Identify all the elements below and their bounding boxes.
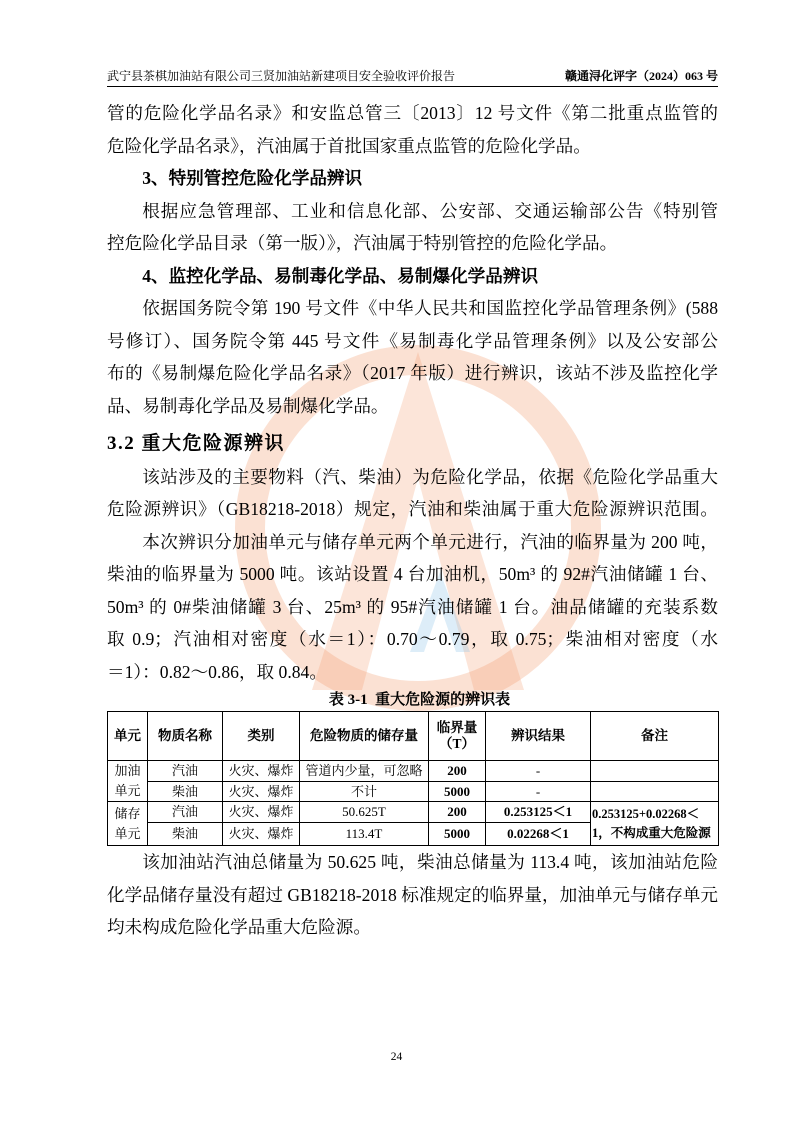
header-rule [107, 86, 718, 87]
threshold-cell: 5000 [429, 782, 486, 802]
storage-cell: 管道内少量，可忽略 [300, 761, 429, 782]
conclusion-text [107, 846, 718, 944]
storage-cell: 50.625T [300, 802, 429, 823]
col-header-threshold-label: 临界量 [436, 720, 478, 735]
result-cell: - [486, 761, 591, 782]
unit-label: 储存单元 [114, 805, 141, 841]
table-row [108, 802, 719, 823]
category-cell: 火灾、爆炸 [223, 802, 300, 823]
col-header-result: 辨识结果 [486, 712, 591, 761]
text-line: 取 0.9；汽油相对密度（水＝1）：0.70～0.79，取 0.75；柴油相对密度（水 [107, 629, 718, 649]
page-header [107, 67, 718, 85]
body-text [107, 97, 718, 688]
table-row [108, 782, 719, 802]
substance-cell: 汽油 [148, 761, 223, 782]
col-header-storage: 危险物质的储存量 [300, 712, 429, 761]
text-line: 号修订）、国务院令第 445 号文件《易制毒化学品管理条例》以及公安部公 [107, 330, 718, 351]
remark-cell: 0.253125+0.02268＜1，不构成重大危险源 [591, 802, 719, 846]
threshold-cell: 200 [429, 761, 486, 782]
section-heading: 3.2 重大危险源辨识 [107, 433, 286, 454]
text-line: 均未构成危险化学品重大危险源。 [107, 917, 371, 937]
text-line: 该站涉及的主要物料（汽、柴油）为危险化学品，依据《危险化学品重大 [142, 466, 718, 487]
text-line: 危险化学品名录》，汽油属于首批国家重点监管的危险化学品。 [107, 135, 591, 156]
result-cell: 0.02268＜1 [486, 823, 591, 846]
text-line: 柴油的临界量为 5000 吨。该站设置 4 台加油机，50m³ 的 92#汽油储罐 1 台、 [107, 564, 718, 584]
report-number-header: 赣通浔化评字（2024）063 号 [564, 69, 718, 83]
unit-cell [108, 761, 148, 802]
text-line: 本次辨识分加油单元与储存单元两个单元进行，汽油的临界量为 200 吨， [142, 531, 718, 552]
subheading-monitored-chemicals: 4、监控化学品、易制毒化学品、易制爆化学品辨识 [142, 265, 539, 286]
unit-cell [108, 802, 148, 846]
table-header-row [108, 712, 719, 761]
category-cell: 火灾、爆炸 [223, 823, 300, 846]
text-line: 品、易制毒化学品及易制爆化学品。 [107, 395, 389, 416]
col-header-category: 类别 [223, 712, 300, 761]
storage-cell: 不计 [300, 782, 429, 802]
result-cell: 0.253125＜1 [486, 802, 591, 823]
threshold-cell: 200 [429, 802, 486, 823]
text-line: 该加油站汽油总储量为 50.625 吨，柴油总储量为 113.4 吨，该加油站危险 [142, 852, 718, 872]
result-cell: - [486, 782, 591, 802]
text-line: 依据国务院令第 190 号文件《中华人民共和国监控化学品管理条例》(588 [142, 298, 718, 318]
text-line: 管的危险化学品名录》和安监总管三〔2013〕12 号文件《第二批重点监管的 [107, 103, 718, 123]
remark-cell-empty [591, 761, 719, 782]
table-caption: 表 3-1 重大危险源的辨识表 [328, 692, 511, 708]
hazard-identification-table [107, 711, 719, 846]
remark-cell-empty [591, 782, 719, 802]
text-line: 危险源辨识》（GB18218-2018）规定，汽油和柴油属于重大危险源辨识范围。 [107, 499, 718, 519]
text-line: 布的《易制爆危险化学品名录》（2017 年版）进行辨识，该站不涉及监控化学 [107, 363, 718, 383]
threshold-cell: 5000 [429, 823, 486, 846]
text-line: ＝1）：0.82～0.86，取 0.84。 [107, 661, 327, 682]
category-cell: 火灾、爆炸 [223, 761, 300, 782]
text-line: 根据应急管理部、工业和信息化部、公安部、交通运输部公告《特别管 [142, 200, 718, 221]
col-header-threshold [429, 712, 486, 761]
col-header-threshold-unit: （T） [438, 736, 475, 751]
category-cell: 火灾、爆炸 [223, 782, 300, 802]
text-line: 控危险化学品目录（第一版）》，汽油属于特别管控的危险化学品。 [107, 233, 618, 253]
substance-cell: 柴油 [148, 782, 223, 802]
col-header-remark: 备注 [591, 712, 719, 761]
substance-cell: 汽油 [148, 802, 223, 823]
table-row [108, 761, 719, 782]
substance-cell: 柴油 [148, 823, 223, 846]
unit-label: 加油单元 [114, 763, 141, 798]
col-header-substance: 物质名称 [148, 712, 223, 761]
text-line: 50m³ 的 0#柴油储罐 3 台、25m³ 的 95#汽油储罐 1 台。油品储罐的充装系数 [107, 596, 718, 617]
text-line: 化学品储存量没有超过 GB18218-2018 标准规定的临界量，加油单元与储存单元 [107, 884, 718, 905]
storage-cell: 113.4T [300, 823, 429, 846]
subheading-special-control: 3、特别管控危险化学品辨识 [142, 168, 363, 188]
col-header-unit: 单元 [108, 712, 148, 761]
report-title-header: 武宁县茶棋加油站有限公司三贤加油站新建项目安全验收评价报告 [107, 69, 456, 83]
page-number: 24 [390, 1051, 403, 1063]
